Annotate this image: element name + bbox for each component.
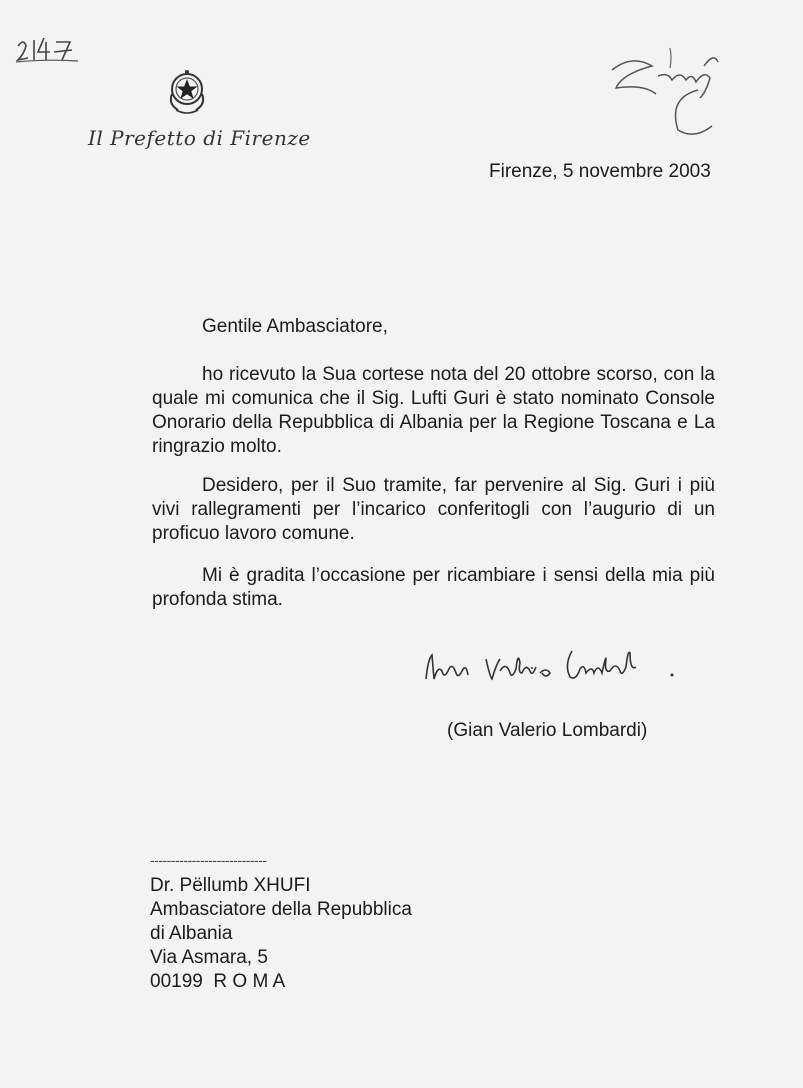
salutation: Gentile Ambasciatore, bbox=[202, 316, 388, 337]
letter-date: Firenze, 5 novembre 2003 bbox=[489, 161, 711, 182]
handwritten-signature bbox=[420, 645, 680, 691]
address-line: Ambasciatore della Repubblica bbox=[150, 899, 412, 920]
body-paragraph-2 bbox=[152, 474, 715, 546]
prefect-title: Il Prefetto di Firenze bbox=[88, 126, 311, 150]
address-line: di Albania bbox=[150, 923, 233, 944]
body-paragraph-3 bbox=[152, 564, 715, 612]
address-line: Via Asmara, 5 bbox=[150, 947, 268, 968]
address-line: Dr. Pëllumb XHUFI bbox=[150, 875, 311, 896]
body-paragraph-1-text: ho ricevuto la Sua cortese nota del 20 ottobre scorso, con la quale mi comunica che il Sig. Lufti Guri è stato nominato Console Onorario della Repubblica di Albania per la Regione Toscana e La ringrazio molto. bbox=[152, 364, 715, 457]
handwritten-margin-note bbox=[14, 34, 84, 64]
recipient-address bbox=[150, 874, 412, 994]
body-paragraph-2-text: Desidero, per il Suo tramite, far pervenire al Sig. Guri i più vivi rallegramenti per l’incarico conferitogli con l’augurio di un proficuo lavoro comune. bbox=[152, 475, 715, 544]
italian-republic-emblem-icon bbox=[164, 66, 210, 116]
address-divider: ---------------------------- bbox=[150, 852, 267, 868]
address-line: 00199 R O M A bbox=[150, 971, 286, 992]
handwritten-initials bbox=[598, 40, 738, 144]
signatory-name: (Gian Valerio Lombardi) bbox=[447, 720, 648, 741]
body-paragraph-3-text: Mi è gradita l’occasione per ricambiare i sensi della mia più profonda stima. bbox=[152, 565, 715, 610]
body-paragraph-1 bbox=[152, 363, 715, 459]
